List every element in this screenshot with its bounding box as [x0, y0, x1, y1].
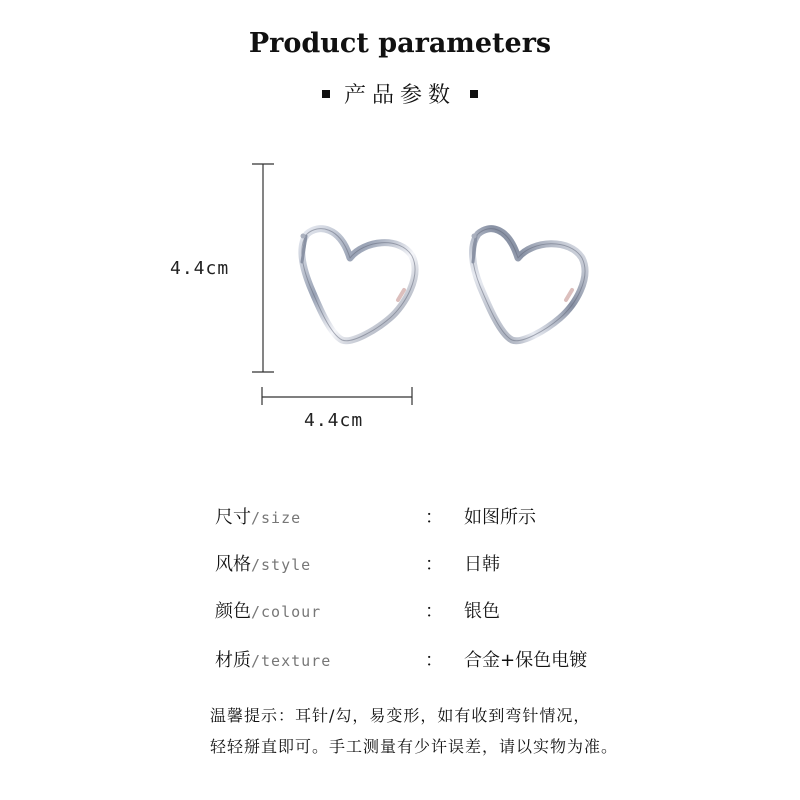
param-value: 银色	[464, 601, 500, 622]
param-colon: ：	[425, 601, 443, 622]
param-name: 尺寸/size	[215, 507, 302, 528]
page-title: Product parameters	[248, 28, 552, 59]
subtitle-text: 产品参数	[343, 83, 456, 108]
param-value: 如图所示	[464, 507, 536, 528]
note-line-2: 轻轻掰直即可。手工测量有少许误差，请以实物为准。	[210, 737, 619, 756]
height-dimension-line	[252, 164, 274, 372]
param-name: 颜色/colour	[215, 601, 322, 622]
width-dimension-line	[262, 387, 412, 405]
param-name: 材质/texture	[215, 650, 332, 671]
param-colon: ：	[425, 650, 443, 671]
right-heart-earring	[472, 229, 585, 341]
param-row-texture	[215, 646, 735, 676]
left-heart-earring	[301, 229, 415, 341]
param-colon: ：	[425, 554, 443, 575]
param-colon: ：	[425, 507, 443, 528]
param-row-style	[215, 550, 735, 580]
param-row-colour	[215, 597, 735, 627]
param-row-size	[215, 503, 735, 533]
height-label: 4.4cm	[170, 258, 230, 279]
param-name: 风格/style	[215, 554, 312, 575]
note-line-1: 温馨提示：耳针/勾，易变形，如有收到弯针情况，	[210, 706, 591, 725]
param-value: 合金+保色电镀	[464, 650, 588, 671]
param-value: 日韩	[464, 554, 500, 575]
width-label: 4.4cm	[304, 410, 364, 431]
